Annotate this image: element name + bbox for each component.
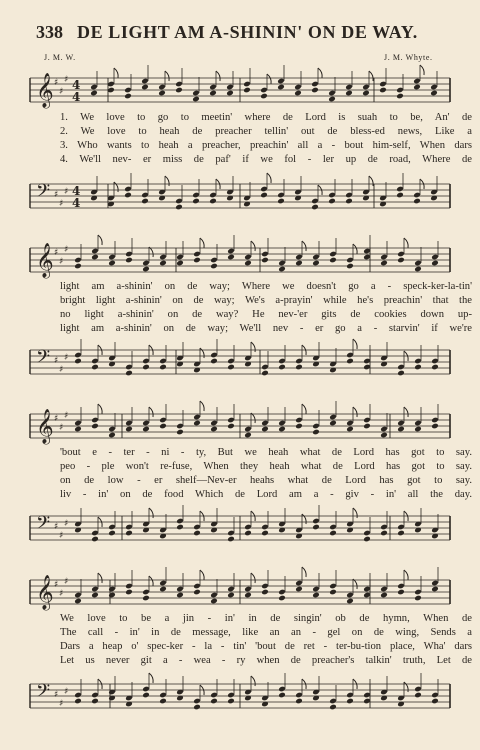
lyric-line: Let us never git a - wea - ry when de preacher's talkin' truth, Let de	[60, 655, 472, 666]
sharp-icon: ♯	[64, 577, 69, 587]
note-head	[108, 530, 116, 537]
note-head	[261, 589, 269, 596]
note-head	[396, 93, 404, 100]
note-flag	[149, 407, 153, 417]
treble-clef-icon: 𝄞	[36, 73, 54, 108]
lyric-line: 3. Who wants to heah a preacher, preachin' all a - bout him-self, When dars	[60, 140, 472, 151]
note-head	[141, 198, 149, 205]
note-head	[431, 423, 439, 430]
note-head	[108, 432, 116, 439]
note-head	[277, 84, 285, 91]
note-head	[261, 530, 269, 537]
sharp-icon: ♯	[54, 414, 59, 424]
note-head	[91, 364, 99, 371]
note-head	[413, 84, 421, 91]
note-flag	[149, 508, 153, 518]
note-flag	[420, 65, 424, 75]
note-head	[346, 263, 354, 270]
treble-clef-icon: 𝄞	[36, 575, 54, 610]
note-head	[142, 426, 150, 433]
note-head	[311, 204, 319, 211]
sharp-icon: ♯	[59, 199, 64, 209]
sharp-icon: ♯	[59, 365, 64, 375]
note-head	[209, 198, 217, 205]
note-head	[414, 364, 422, 371]
sharp-icon: ♯	[64, 519, 69, 529]
lyric-line: 'bout e - ter - ni - ty, But we heah what de Lord has got to say.	[60, 447, 472, 458]
note-head	[158, 90, 166, 97]
note-head	[397, 589, 405, 596]
note-head	[142, 692, 150, 699]
note-head	[380, 592, 388, 599]
note-head	[397, 370, 405, 377]
note-head	[227, 698, 235, 705]
note-head	[159, 423, 167, 430]
note-head	[397, 530, 405, 537]
note-flag	[353, 339, 357, 349]
note-head	[346, 426, 354, 433]
note-head	[244, 530, 252, 537]
bass-staff-1	[30, 174, 450, 226]
sharp-icon: ♯	[64, 687, 69, 697]
note-flag	[302, 241, 306, 251]
note-head	[363, 536, 371, 543]
sharp-icon: ♯	[64, 353, 69, 363]
lyric-line: The call - in' in de message, like an an - gel on de wing, Sends a	[60, 627, 472, 638]
note-head	[260, 192, 268, 199]
sharp-icon: ♯	[54, 580, 59, 590]
note-head	[74, 358, 82, 365]
sharp-icon: ♯	[59, 87, 64, 97]
lyric-line: light am a-shinin' on de way; We'll nev - er go a - starvin' if we're	[60, 323, 472, 334]
note-head	[329, 420, 337, 427]
note-flag	[302, 404, 306, 414]
note-head	[210, 598, 218, 605]
note-head	[312, 524, 320, 531]
note-flag	[114, 182, 118, 192]
note-head	[431, 260, 439, 267]
note-head	[244, 260, 252, 267]
note-head	[431, 364, 439, 371]
note-head	[329, 704, 337, 711]
note-head	[74, 698, 82, 705]
note-head	[278, 426, 286, 433]
note-head	[414, 692, 422, 699]
note-head	[125, 530, 133, 537]
note-head	[295, 586, 303, 593]
note-head	[397, 426, 405, 433]
time-signature-denominator: 4	[72, 90, 81, 104]
note-flag	[200, 238, 204, 248]
note-flag	[404, 238, 408, 248]
sharp-icon: ♯	[59, 423, 64, 433]
note-head	[260, 93, 268, 100]
note-head	[278, 692, 286, 699]
lyric-line: peo - ple won't re-fuse, When they heah what de Lord has got to say.	[60, 461, 472, 472]
lyric-line: Dars a heap o' spec-ker - la - tin' 'bout de ret - ter-bu-tion place, Wha' dars	[60, 641, 472, 652]
note-head	[193, 257, 201, 264]
note-head	[329, 530, 337, 537]
lyric-line: 2. We love to heah de preacher tellin' out de bless-ed news, Like a	[60, 126, 472, 137]
note-head	[125, 426, 133, 433]
note-head	[294, 90, 302, 97]
note-head	[346, 358, 354, 365]
note-head	[159, 586, 167, 593]
note-head	[91, 254, 99, 261]
note-head	[430, 90, 438, 97]
note-flag	[353, 407, 357, 417]
note-flag	[251, 413, 255, 423]
note-head	[396, 192, 404, 199]
note-head	[311, 87, 319, 94]
note-flag	[267, 74, 271, 84]
sharp-icon: ♯	[54, 78, 59, 88]
sharp-icon: ♯	[54, 248, 59, 258]
note-head	[397, 257, 405, 264]
note-flag	[251, 241, 255, 251]
note-head	[192, 96, 200, 103]
note-head	[277, 198, 285, 205]
treble-clef-icon: 𝄞	[36, 243, 54, 278]
note-head	[227, 364, 235, 371]
note-head	[312, 429, 320, 436]
note-flag	[318, 68, 322, 78]
note-flag	[369, 71, 373, 81]
note-head	[431, 586, 439, 593]
note-flag	[200, 570, 204, 580]
note-flag	[302, 567, 306, 577]
bass-clef-icon: 𝄢	[36, 513, 51, 538]
sharp-icon: ♯	[64, 411, 69, 421]
time-signature-numerator: 4	[72, 78, 81, 92]
bass-clef-icon: 𝄢	[36, 181, 51, 206]
sharp-icon: ♯	[59, 257, 64, 267]
note-head	[380, 432, 388, 439]
note-flag	[216, 71, 220, 81]
note-head	[227, 423, 235, 430]
note-head	[380, 530, 388, 537]
note-head	[124, 192, 132, 199]
note-head	[312, 592, 320, 599]
note-flag	[114, 68, 118, 78]
note-head	[74, 263, 82, 270]
note-head	[227, 536, 235, 543]
note-flag	[404, 682, 408, 692]
note-head	[379, 87, 387, 94]
lyric-line: on de low - er shelf—Nev-er heahs what de Lord has got to say.	[60, 475, 472, 486]
note-head	[142, 266, 150, 273]
note-head	[159, 364, 167, 371]
note-head	[176, 429, 184, 436]
note-head	[141, 84, 149, 91]
lyric-line: no light a-shinin' on de way? He nev-'er gits de cookies down up-	[60, 309, 472, 320]
note-flag	[267, 173, 271, 183]
note-head	[209, 90, 217, 97]
note-head	[328, 198, 336, 205]
note-head	[295, 698, 303, 705]
verse-lyrics-1	[60, 111, 472, 167]
note-head	[227, 592, 235, 599]
sharp-icon: ♯	[64, 245, 69, 255]
note-head	[210, 426, 218, 433]
note-head	[346, 598, 354, 605]
bass-clef-icon: 𝄢	[36, 681, 51, 706]
note-head	[414, 426, 422, 433]
note-head	[345, 90, 353, 97]
note-head	[346, 698, 354, 705]
note-head	[210, 263, 218, 270]
note-flag	[98, 573, 102, 583]
note-flag	[404, 407, 408, 417]
sharp-icon: ♯	[59, 699, 64, 709]
note-head	[414, 595, 422, 602]
note-head	[91, 536, 99, 543]
note-head	[91, 698, 99, 705]
note-head	[278, 266, 286, 273]
sharp-icon: ♯	[54, 190, 59, 200]
note-head	[91, 592, 99, 599]
treble-clef-icon: 𝄞	[36, 409, 54, 444]
note-head	[261, 370, 269, 377]
song-title: DE LIGHT AM A-SHININ' ON DE WAY.	[77, 22, 418, 42]
note-head	[74, 598, 82, 605]
note-head	[142, 364, 150, 371]
note-flag	[251, 676, 255, 686]
time-signature-numerator: 4	[72, 184, 81, 198]
bass-clef-icon: 𝄢	[36, 347, 51, 372]
composer-credit: J. M. Whyte.	[384, 53, 433, 62]
lyric-line: 4. We'll nev- er miss de paf' if we fol - ler up de road, Where de	[60, 154, 472, 165]
note-head	[261, 426, 269, 433]
note-flag	[200, 348, 204, 358]
note-flag	[149, 576, 153, 586]
lyric-line: bright light a-shinin' on de way; We's a-prayin' while he's preachin' that the	[60, 295, 472, 306]
note-head	[159, 698, 167, 705]
note-head	[295, 364, 303, 371]
note-head	[125, 589, 133, 596]
lyric-line: light am a-shinin' on de way; Where we doesn't go a - speck-ker-la-tin'	[60, 281, 472, 292]
note-head	[192, 198, 200, 205]
bass-staff-2	[30, 340, 450, 392]
note-flag	[251, 342, 255, 352]
note-head	[226, 90, 234, 97]
note-head	[176, 524, 184, 531]
note-flag	[353, 244, 357, 254]
note-head	[328, 96, 336, 103]
verse-lyrics-2	[60, 280, 472, 336]
note-flag	[200, 401, 204, 411]
note-head	[175, 87, 183, 94]
note-flag	[98, 235, 102, 245]
note-head	[278, 595, 286, 602]
note-head	[295, 260, 303, 267]
sharp-icon: ♯	[64, 75, 69, 85]
verse-lyrics-4	[60, 612, 472, 668]
note-head	[176, 592, 184, 599]
note-head	[312, 260, 320, 267]
note-flag	[251, 573, 255, 583]
note-flag	[98, 404, 102, 414]
note-head	[362, 90, 370, 97]
note-head	[176, 260, 184, 267]
note-head	[227, 254, 235, 261]
note-flag	[353, 579, 357, 589]
note-head	[125, 257, 133, 264]
note-head	[90, 90, 98, 97]
sharp-icon: ♯	[54, 356, 59, 366]
note-head	[244, 592, 252, 599]
lyric-line: liv - in' on de food Which de Lord am a - giv - in' all the day.	[60, 489, 472, 500]
note-flag	[149, 247, 153, 257]
note-flag	[369, 176, 373, 186]
sharp-icon: ♯	[59, 531, 64, 541]
note-head	[431, 698, 439, 705]
note-flag	[165, 71, 169, 81]
lyric-line: We love to be a jin - in' in de singin' ob de hymn, When de	[60, 613, 472, 624]
note-head	[380, 260, 388, 267]
sharp-icon: ♯	[54, 522, 59, 532]
sharp-icon: ♯	[54, 690, 59, 700]
note-head	[175, 204, 183, 211]
sharp-icon: ♯	[64, 187, 69, 197]
note-head	[124, 93, 132, 100]
note-head	[295, 423, 303, 430]
note-flag	[353, 508, 357, 518]
note-head	[329, 257, 337, 264]
bass-staff-4	[30, 674, 450, 726]
note-head	[108, 592, 116, 599]
note-head	[159, 260, 167, 267]
note-flag	[165, 176, 169, 186]
note-head	[363, 423, 371, 430]
note-head	[414, 266, 422, 273]
note-head	[243, 87, 251, 94]
note-head	[329, 589, 337, 596]
note-head	[210, 358, 218, 365]
bass-staff-3	[30, 506, 450, 558]
note-head	[142, 595, 150, 602]
lyricist-credit: J. M. W.	[44, 53, 76, 62]
sharp-icon: ♯	[59, 589, 64, 599]
note-head	[210, 698, 218, 705]
note-head	[278, 364, 286, 371]
note-head	[193, 420, 201, 427]
time-signature-denominator: 4	[72, 196, 81, 210]
note-flag	[404, 570, 408, 580]
note-head	[193, 704, 201, 711]
page-number: 338	[36, 22, 63, 42]
note-head	[91, 423, 99, 430]
note-head	[74, 426, 82, 433]
note-head	[108, 260, 116, 267]
note-head	[345, 198, 353, 205]
page-header	[36, 22, 456, 46]
lyric-line: 1. We love to go to meetin' where de Lord is suah to be, An' de	[60, 112, 472, 123]
note-head	[244, 432, 252, 439]
note-head	[413, 198, 421, 205]
note-head	[261, 257, 269, 264]
note-flag	[302, 514, 306, 524]
note-head	[193, 530, 201, 537]
note-flag	[149, 673, 153, 683]
verse-lyrics-3	[60, 446, 472, 502]
note-head	[125, 370, 133, 377]
note-head	[193, 589, 201, 596]
